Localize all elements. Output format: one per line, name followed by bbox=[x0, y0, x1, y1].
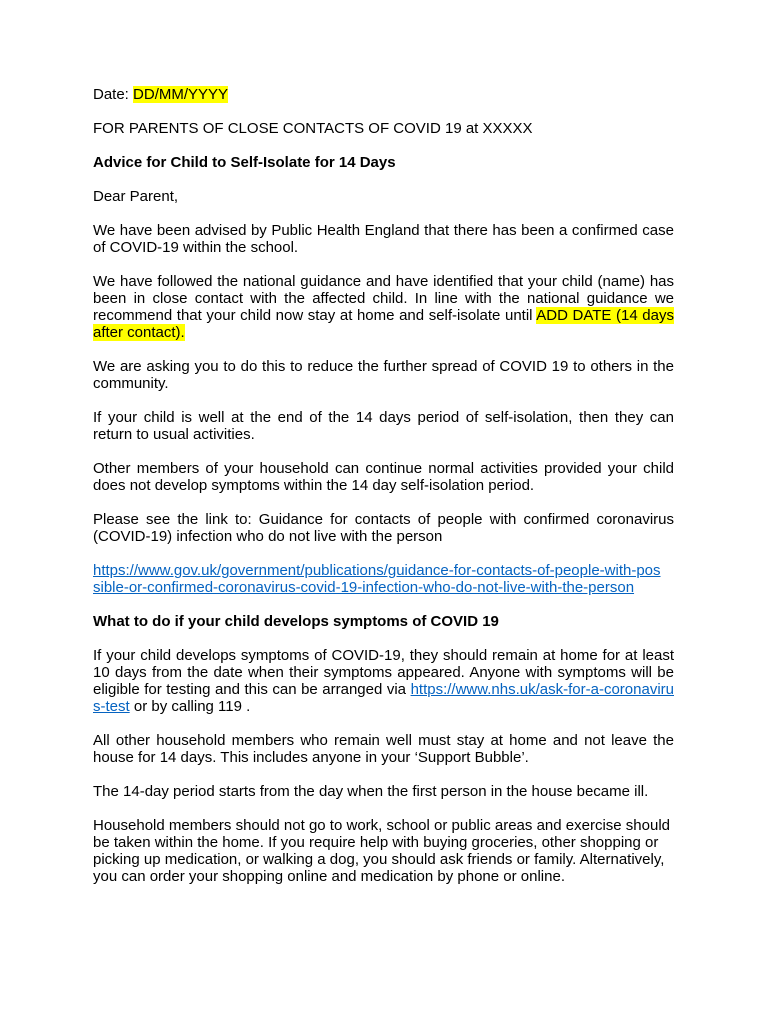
letter-page bbox=[93, 86, 674, 902]
symptoms-text: If your child develops symptoms of COVID-19, they should remain at home for at least 10 days from the date when their symptoms appeared. Anyone with symptoms will be eligible for testing and this can be arranged via bbox=[93, 647, 674, 698]
letter-title: Advice for Child to Self-Isolate for 14 Days bbox=[93, 154, 396, 171]
test-booking-link[interactable]: https://www.nhs.uk/ask-for-a-coronavirus-test bbox=[93, 681, 674, 715]
guidance-link-block bbox=[93, 562, 663, 596]
paragraph-confirmed-case: We have been advised by Public Health England that there has been a confirmed case of COVID-19 within the school. bbox=[93, 222, 674, 256]
paragraph-guidance-reference: Please see the link to: Guidance for contacts of people with confirmed coronavirus (COVID-19) infection who do not live with the person bbox=[93, 511, 674, 545]
paragraph-reduce-spread: We are asking you to do this to reduce the further spread of COVID 19 to others in the community. bbox=[93, 358, 674, 392]
symptoms-text-end: or by calling 119 . bbox=[129, 698, 251, 715]
date-label: Date: bbox=[93, 86, 134, 103]
paragraph-close-contact bbox=[93, 273, 674, 341]
paragraph-household-isolate: All other household members who remain well must stay at home and not leave the house for 14 days. This includes anyone in your ‘Support Bubble’. bbox=[93, 732, 674, 766]
symptoms-heading: What to do if your child develops symptoms of COVID 19 bbox=[93, 613, 499, 630]
audience-line: FOR PARENTS OF CLOSE CONTACTS OF COVID 19 at XXXXX bbox=[93, 120, 533, 137]
paragraph-period-start: The 14-day period starts from the day when the first person in the house became ill. bbox=[93, 783, 649, 800]
date-placeholder: DD/MM/YYYY bbox=[133, 86, 229, 103]
paragraph-return-activities: If your child is well at the end of the 14 days period of self-isolation, then they can return to usual activities. bbox=[93, 409, 674, 443]
guidance-link[interactable]: https://www.gov.uk/government/publications/guidance-for-contacts-of-people-with-possible-or-confirmed-coronavirus-covid-19-infection-who-do-not-live-with-the-person bbox=[93, 562, 661, 596]
salutation: Dear Parent, bbox=[93, 188, 179, 205]
close-contact-text: We have followed the national guidance and have identified that your child (name) has been in close contact with the affected child. In line with the national guidance we recommend that your child now stay at home and self-isolate until bbox=[93, 273, 674, 324]
paragraph-household-rules: Household members should not go to work, school or public areas and exercise should be taken within the home. If you require help with buying groceries, other shopping or picking up medication, or walking a dog, you should ask friends or family. Alternatively, you can order your shopping online and medication by phone or online. bbox=[93, 817, 670, 885]
date-line bbox=[93, 86, 674, 103]
paragraph-household-normal: Other members of your household can continue normal activities provided your child does not develop symptoms within the 14 day self-isolation period. bbox=[93, 460, 674, 494]
paragraph-symptoms-testing bbox=[93, 647, 674, 715]
add-date-placeholder: ADD DATE (14 days after contact). bbox=[93, 307, 674, 341]
